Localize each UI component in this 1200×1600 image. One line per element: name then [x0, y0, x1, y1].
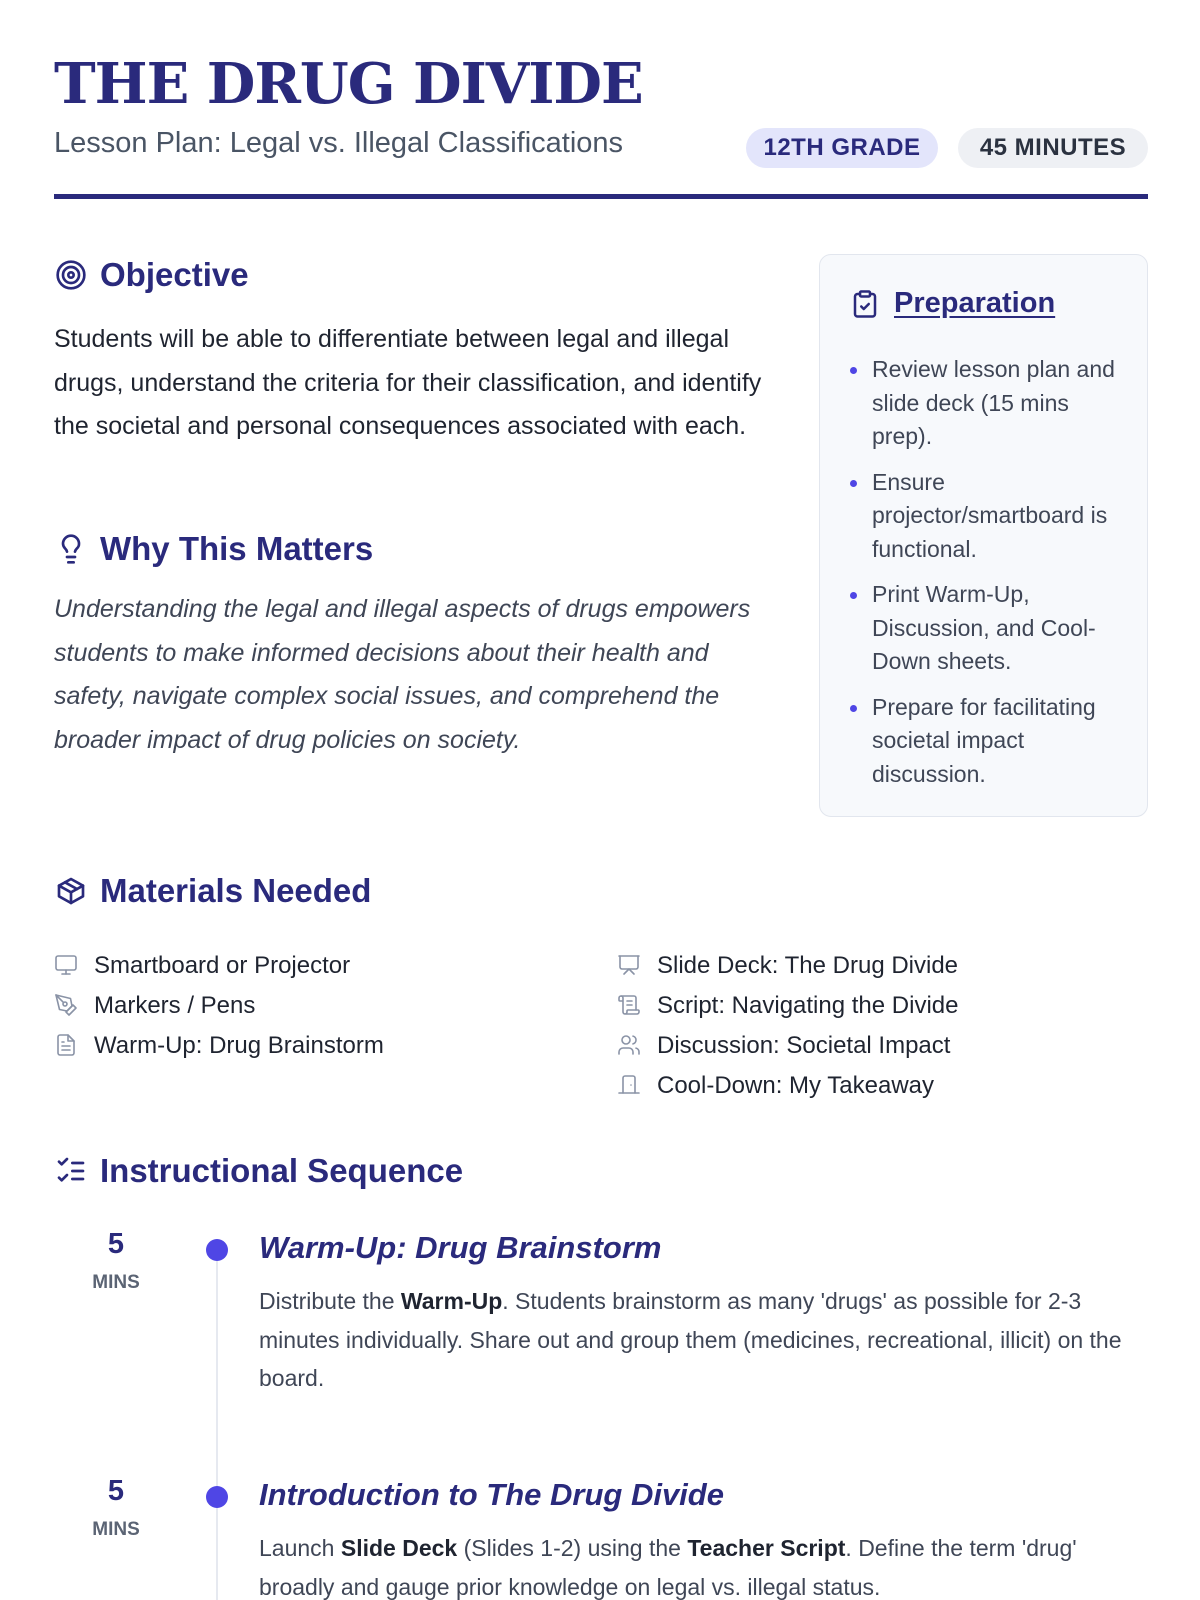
step-title: Introduction to The Drug Divide	[259, 1477, 724, 1512]
pen-tool-icon	[54, 993, 80, 1019]
timeline-node	[206, 1239, 228, 1261]
material-item	[54, 946, 384, 986]
objective-text: Students will be able to differentiate between legal and illegal drugs, understand the criteria for their classification, and identify the societal and personal consequences associated with each.	[54, 325, 762, 440]
material-label: Slide Deck: The Drug Divide	[657, 952, 959, 979]
step-description: Distribute the Warm-Up. Students brainstorm as many 'drugs' as possible for 2-3 minutes individually. Share out and group them (medicines, recreational, illicit) on the board.	[259, 1288, 1122, 1391]
package-icon	[54, 874, 88, 908]
target-icon	[54, 258, 88, 292]
header-divider	[54, 194, 1148, 199]
preparation-item-text: Ensure projector/smartboard is functional.	[872, 468, 1108, 562]
material-label: Cool-Down: My Takeaway	[657, 1072, 934, 1099]
page-title: THE DRUG DIVIDE	[54, 51, 643, 117]
file-text-icon	[54, 1033, 80, 1059]
timeline-line	[216, 1245, 218, 1600]
preparation-heading: Preparation	[894, 287, 1056, 319]
materials-column-left	[54, 946, 384, 1066]
preparation-list	[850, 353, 1130, 803]
material-label: Script: Navigating the Divide	[657, 992, 959, 1019]
users-icon	[617, 1033, 643, 1059]
lightbulb-icon	[54, 532, 88, 566]
material-item	[617, 1066, 958, 1106]
material-item	[617, 1026, 958, 1066]
preparation-heading-row	[850, 287, 1055, 320]
scroll-icon	[617, 993, 643, 1019]
material-item	[54, 1026, 384, 1066]
step-minutes: 5	[107, 1228, 125, 1260]
objective-heading: Objective	[100, 256, 249, 293]
step-description: Launch Slide Deck (Slides 1-2) using the Teacher Script. Define the term 'drug' broadly and gauge prior knowledge on legal vs. illegal status.	[259, 1535, 1077, 1600]
bullet-dot	[850, 367, 857, 374]
preparation-item-text: Review lesson plan and slide deck (15 mins prep).	[872, 356, 1115, 449]
lesson-plan-page	[54, 0, 1148, 1600]
preparation-item	[850, 353, 1130, 454]
monitor-icon	[54, 953, 80, 979]
material-label: Warm-Up: Drug Brainstorm	[94, 1032, 384, 1059]
material-label: Markers / Pens	[94, 992, 256, 1019]
preparation-item-text: Prepare for facilitating societal impact discussion.	[872, 693, 1096, 787]
preparation-item	[850, 691, 1130, 792]
step-minutes-unit: MINS	[92, 1519, 140, 1540]
bullet-dot	[850, 592, 857, 599]
sequence-heading: Instructional Sequence	[100, 1152, 464, 1189]
clipboard-check-icon	[850, 289, 880, 319]
step-minutes: 5	[107, 1475, 125, 1507]
preparation-card	[819, 254, 1148, 817]
presentation-icon	[617, 953, 643, 979]
sequence-heading-row	[54, 1152, 463, 1190]
duration-badge: 45 MINUTES	[958, 128, 1148, 168]
page-subtitle: Lesson Plan: Legal vs. Illegal Classifications	[54, 127, 624, 159]
material-label: Discussion: Societal Impact	[657, 1032, 951, 1059]
preparation-item	[850, 466, 1130, 567]
materials-column-right	[617, 946, 958, 1106]
door-exit-icon	[617, 1073, 643, 1099]
list-checks-icon	[54, 1154, 88, 1188]
material-item	[617, 946, 958, 986]
material-label: Smartboard or Projector	[94, 952, 351, 979]
bullet-dot	[850, 705, 857, 712]
why-text: Understanding the legal and illegal aspects of drugs empowers students to make informed decisions about their health and safety, navigate complex social issues, and comprehend the broader impact of drug policies on society.	[54, 595, 751, 754]
materials-heading: Materials Needed	[100, 872, 372, 909]
materials-heading-row	[54, 872, 371, 910]
material-item	[617, 986, 958, 1026]
preparation-item-text: Print Warm-Up, Discussion, and Cool-Down sheets.	[872, 581, 1096, 674]
preparation-item	[850, 578, 1130, 679]
step-title: Warm-Up: Drug Brainstorm	[259, 1230, 662, 1265]
timeline-node	[206, 1486, 228, 1508]
objective-heading-row	[54, 256, 249, 294]
step-minutes-unit: MINS	[92, 1272, 140, 1293]
grade-badge: 12TH GRADE	[746, 128, 938, 168]
material-item	[54, 986, 384, 1026]
why-heading: Why This Matters	[100, 530, 374, 567]
why-heading-row	[54, 530, 373, 568]
bullet-dot	[850, 480, 857, 487]
